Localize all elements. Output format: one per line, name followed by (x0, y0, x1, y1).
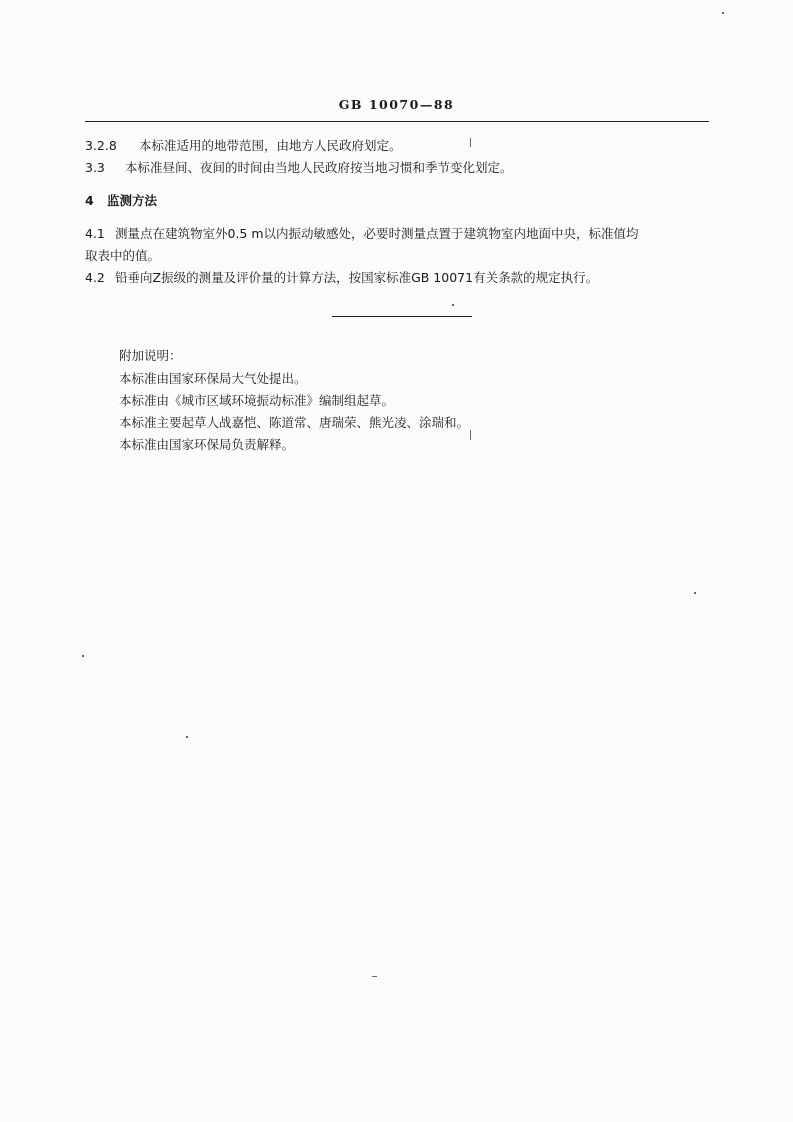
note-line: 本标准由国家环保局大气处提出。 (119, 371, 307, 386)
scan-speck (452, 304, 454, 306)
clause-number: 4.2 (85, 270, 105, 285)
clause-3-2-8 (85, 138, 402, 154)
clause-4-1 (85, 226, 639, 242)
end-of-text-rule (332, 316, 472, 317)
scan-speck (722, 12, 724, 14)
section-heading (85, 193, 157, 209)
clause-number: 4.1 (85, 226, 105, 241)
scan-speck (82, 655, 84, 657)
scan-speck (694, 592, 696, 594)
clause-4-1-continuation: 取表中的值。 (85, 248, 161, 263)
scan-speck (470, 138, 471, 147)
clause-4-2 (85, 270, 598, 286)
clause-text: 本标准昼间、夜间的时间由当地人民政府按当地习惯和季节变化划定。 (125, 160, 513, 175)
section-number: 4 (85, 193, 94, 208)
clause-text: 本标准适用的地带范围，由地方人民政府划定。 (139, 138, 402, 153)
note-line: 本标准由《城市区域环境振动标准》编制组起草。 (119, 393, 395, 408)
note-line: 本标准主要起草人战嘉恺、陈道常、唐瑞荣、熊光凌、涂瑞和。 (119, 415, 470, 430)
clause-text: 测量点在建筑物室外0.5 m以内振动敏感处，必要时测量点置于建筑物室内地面中央，标准值均 (115, 226, 639, 241)
clause-number: 3.2.8 (85, 138, 117, 153)
clause-number: 3.3 (85, 160, 105, 175)
document-code-header: GB 10070—88 (338, 97, 455, 112)
header-rule (85, 121, 709, 122)
section-title: 监测方法 (107, 193, 158, 208)
scan-speck (186, 736, 188, 738)
scan-speck (372, 976, 377, 977)
scan-speck (470, 430, 471, 440)
clause-3-3 (85, 160, 513, 176)
notes-title: 附加说明： (119, 348, 182, 363)
clause-text: 铅垂向Z振级的测量及评价量的计算方法，按国家标准GB 10071有关条款的规定执行。 (115, 270, 599, 285)
note-line: 本标准由国家环保局负责解释。 (119, 437, 295, 452)
